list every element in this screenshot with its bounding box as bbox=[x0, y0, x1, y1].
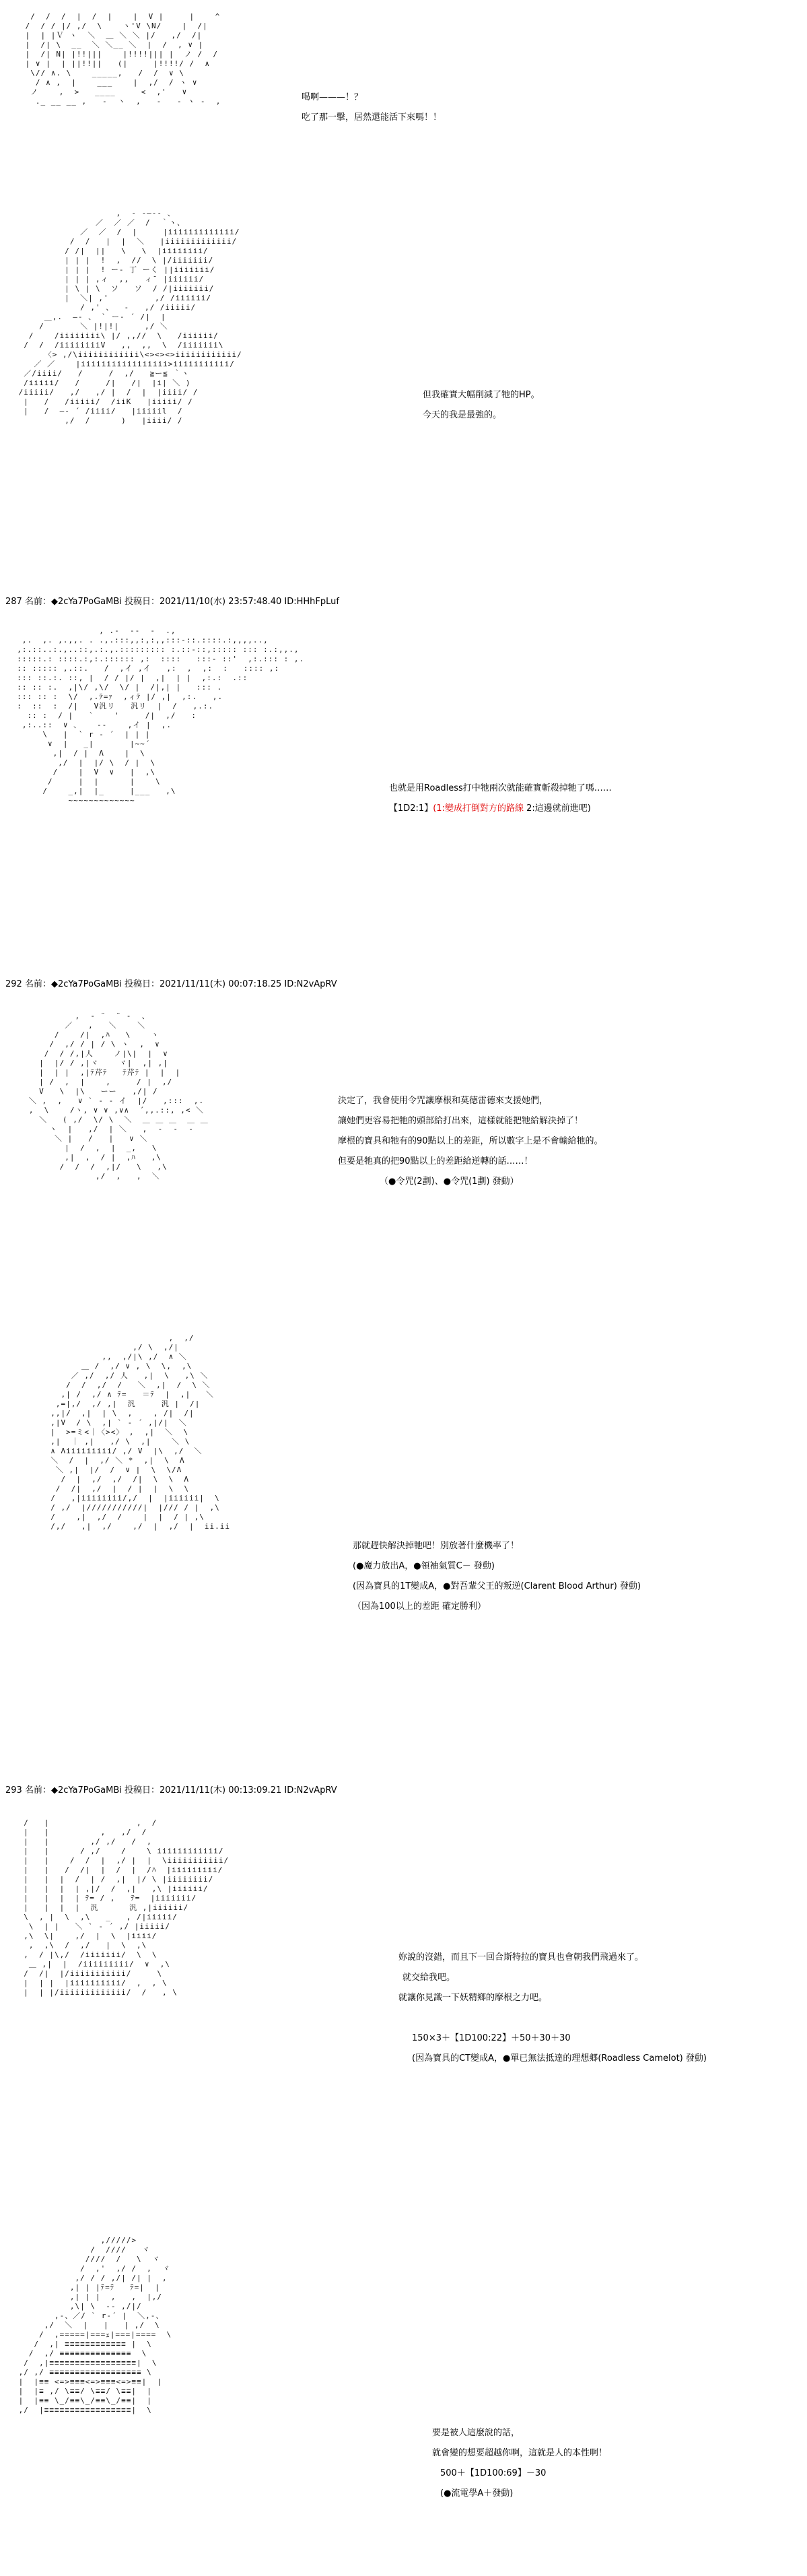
dialog-line: 但要是牠真的把90點以上的差距給逆轉的話……！ bbox=[338, 1156, 533, 1166]
dice-result-red: (1:變成打倒對方的路線 bbox=[433, 803, 524, 814]
post-header: 287 名前：◆2cYa7PoGaMBi 投稿日：2021/11/10(水) 23:57:48.40 ID:HHhFpLuf bbox=[5, 597, 339, 607]
dialog-line: 吃了那一擊，居然還能活下來嗎！！ bbox=[302, 112, 442, 123]
dialog-line: 就會變的想要超越你啊，這就是人的本性啊！ bbox=[432, 2448, 608, 2458]
dialog-line: 要是被人這麼說的話， bbox=[432, 2428, 520, 2438]
dialog-line: 喝啊———！？ bbox=[302, 92, 363, 102]
spacer bbox=[398, 2008, 707, 2028]
panel-7 bbox=[0, 2222, 807, 2576]
post-header: 292 名前：◆2cYa7PoGaMBi 投稿日：2021/11/11(木) 00:07:18.25 ID:N2vApRV bbox=[5, 979, 337, 989]
dialog-5 bbox=[353, 1536, 641, 1617]
calc-line: 150×3＋【1D100:22】＋50＋30＋30 bbox=[412, 2033, 571, 2043]
dialog-7 bbox=[432, 2423, 607, 2504]
panel-2 bbox=[0, 195, 807, 607]
ascii-art-6: / | , / | | , ,/ / | | ,/ ,/ / , | | / ,/ / \ iiiiiiiiiiii/ | | / / | ,/ | | \iiiiiiiiiii/ | | / /| | / | /ﾊ |iiiiiiiii/ | | | / | / ,| |/ \ |iiiiiiii/ | | | | ,|/ / ,| ,\ |iiiiii/ | | | | ﾃ= / , ﾃ= |iiiiiii/ | | | | 汎 汎 ,|iiiiii/ \ , | \ ,\ _ , /|iiiii/ \ | | ＼ ` ‐ ´ ,/ |iiiii/ ,\ \| ,/ | \ |iiii/ , ,\ / ,/ | \ ,\ , / |\,/ /iiiiiii/ \ \ ＿ ,| | /iiiiiiiii/ ∨ ,\ / /| |/iiiiiiiiiii/ \ | | | |iiiiiiiiii/ , , \ | | |/iiiiiiiiiiiii/ / , \ bbox=[24, 1818, 230, 1997]
effect-line: (因為寶具的CT變成A，●單已無法抵達的理想郷(Roadless Camelot) 發動) bbox=[412, 2053, 707, 2063]
panel-4 bbox=[0, 997, 807, 1320]
dialog-3 bbox=[389, 779, 612, 819]
dialog-6 bbox=[398, 1948, 707, 2069]
dialog-line: 那就趕快解決掉牠吧！別放著什麼機率了！ bbox=[353, 1541, 520, 1551]
dice-rest: 2:這邊就前進吧) bbox=[523, 803, 591, 814]
dialog-line: 也就是用Roadless打中牠兩次就能確實斬殺掉牠了嗎…… bbox=[389, 783, 612, 793]
ascii-art-3: , .- ‐- - ., ,. ,. ,.,,. . .,.:::,,:,:,,:::-::.::::.:,,,,.., ,:.::..:.,..::,.:.,.::::::::: :.::-::,::::: ::: :.:,,., :::::.: ::::.:,:.:::::: ,: :::: :::- ::' ,:.::: : ,. :: ::::: ,.::. / ,イ ,イ ,: , ,: : :::: ,: ::: ::.:. ::, | / / |/ | ,| | | ,:.: .:: :: :: :. ,|\/ ,\/ \/ | /|,| | ::: . ::: :: : \/ ,.ﾃ=ｧ ,ィﾃ |/ ,| ,:. ,. : :: : /| V汎リ 汎リ | / ,.:. :: : / | ` ' /| ,/ : ,:..:: ∨ 、 ‐‐ ,イ | ,. \ | ` r ‐ ´ | | | ∨ | _| |~~´ ,| / | Λ | \ ,/ | |/ \ / | \ / | V ∨ | ,\ / | | | \ / _,| |_ |___ ,\ ~~~~~~~~~~~~~ bbox=[17, 626, 305, 805]
calc-line: 500＋【1D100:69】－30 bbox=[440, 2468, 547, 2478]
dice-roll bbox=[389, 799, 612, 819]
ascii-art-5: , ,/ ,/ \ ,/| ,, ,/|\ ,/ ∧ ＼ ＿ / ,/ ∨ , \ \, ,\ ／ ,/ ,/ 人 ,| \ ,\ ＼ / / ,/ / ＼ ,| / \ ＼ ,| / ,/ ∧ ﾃ= ＝ﾃ | ,| ＼ ,=|,/ ,/ ,| 汎 汎 | /| ,,|/ ,| | \ , , /| /| ,|V / \ ,| ` ‐ ´ ,|/| ＼ | >=ミ<｜〈><〉 , ,| ＼ \ ,| ｜ ,| ,/ \ ,| ＼ \ ∧ Λiiiiiiiii/ ,/ V |\ ,/ ＼ ＼ / | ,/ ＼ * ,| \ Λ ＼ ,| |/ / ∨ | \ \/Λ / | ,/ ,/ /| \ \ Λ / /| ,/ | / | | \ \ / ,|iiiiiiii/,/ | |iiiiii| \ / ,/ |///////////| |/// / | ,\ / ,| ,/ / | | / | ,\ /,/ ,| ,/ ,/ | ,/ | ii.ii bbox=[50, 1333, 231, 1531]
command-line: (●流電學A＋發動) bbox=[440, 2488, 514, 2499]
dialog-line: 就讓你見識一下妖精鄉的摩根之力吧。 bbox=[398, 1993, 548, 2003]
dialog-line: 讓她們更容易把牠的頭部給打出來，這樣就能把牠給解決掉了！ bbox=[338, 1116, 584, 1126]
panel-3 bbox=[0, 613, 807, 990]
ascii-art-4: , ‐ ¨ ¨ ‐ 、 ／ , ＼ ＼ / /| ,ﾊ \ ヽ / ,/ / | / \ ヽ , ∨ / / /,|人 ノ|\| | ∨ | |/ / ,|ヾ ヾ| ,| ,| | | | ,|ﾃ芹ﾃ ﾃ芹ﾃ | | | | / , | , / | ,/ V \ |\ ーー ,/| / ＼ , , ∨ ` ‐ ‐ イ |/ ,::: ,. , \ /ヽ, ∨ ∨ ,∨∧ ´,,.::, ,< ＼ ＼ ( ,/ \/ \ ＼ ＿ ＿ ＿ ＿ ＿ ヽ | ,/ | ＼ , - - - ＼ | / | ∨ ＼ | / , | _, \ ,| , / | ,ﾊ ,\ / / / ,|/ \ ,\ ,/ , , ＼ bbox=[28, 1012, 209, 1181]
dialog-2 bbox=[423, 385, 540, 426]
ascii-art-2: , - ‐―‐- 、 ／ ／ ／ / ｀ヽ、 ／ ／ / | |iiiiiiiiiiiii/ / / | | ＼ |iiiiiiiiiiiii/ / /| || \ \ |iiiiiiii/ | | | ! , // \ |/iiiiiii/ | | | ! ー‐ 丁 ーく ||iiiiiii/ | | | ,ィ ,, ィ¨ |iiiiii/ | \ | \ ソ ソ / /|iiiiiii/ | ＼| ,' ,/ /iiiiii/ / ,' 、 ‐ ,/ /iiiii/ ＿,. ―- 、 ` ー‐ ´ /| | / ＼ |!|!| ,/ ＼ / /iiiiiiii\ |/ ,,// \ /iiiiii/ / / /iiiiiiiiV ,, ,, \ /iiiiiii\ 〈> ,/\iiiiiiiiiiii\<><><>iiiiiiiiiiii/ ／ ／ |iiiiiiiiiiiiiiiii>iiiiiiiiiii/ ／/iiii/ / / ,/ ≧ー≦ ｀ヽ /iiiii/ / /| /| |i| ＼ ) /iiiii/ ,/ ,/ | / | |iiii/ / | / /iiiii/ /iiK |iiiii/ / | / ―‐ ´ /iiii/ |iiiiil / ,/ / ) |iiii/ / bbox=[18, 209, 242, 425]
dialog-4 bbox=[338, 1091, 603, 1192]
dialog-1 bbox=[302, 88, 442, 128]
dialog-line: 今天的我是最強的。 bbox=[423, 410, 502, 420]
dialog-line: 摩根的寶具和牠有的90點以上的差距，所以數字上是不會輸給牠的。 bbox=[338, 1136, 603, 1146]
dialog-line: 就交給我吧。 bbox=[402, 1973, 456, 1983]
panel-5 bbox=[0, 1323, 807, 1802]
dialog-line: 但我確實大幅削減了牠的HP。 bbox=[423, 390, 540, 400]
dialog-line: (●魔力放出A，●領袖氣質C－ 發動) bbox=[353, 1561, 495, 1571]
dialog-line: （因為100以上的差距 確定勝利） bbox=[353, 1601, 486, 1612]
dialog-line: (因為寶具的1T變成A，●對吾輩父王的叛逆(Clarent Blood Arthur) 發動) bbox=[353, 1581, 641, 1591]
dice-tag: 【1D2:1】 bbox=[389, 803, 433, 814]
dialog-line: 決定了，我會使用令咒讓摩根和莫德雷德來支援她們， bbox=[338, 1096, 549, 1106]
dialog-line: 妳說的沒錯，而且下一回合斯特拉的寶具也會朝我們飛過來了。 bbox=[398, 1952, 644, 1962]
panel-1 bbox=[0, 0, 807, 175]
ascii-art-7: ,/////> / //// ヾ //// / \ ヾ / ,' ,/ / , ヾ ,/ / / ,/| /| | , ,| | |ﾃ=ﾃ ﾃ=| | ,| | | , , |,/ ,\| \ ‐‐ ,/|/ ,-、／/ ` r‐´ | ＼,-、 ,/ ＼ | | | ,/ \ / ,=====|===ｪ|===|==== \ / ,| ≡≡≡≡≡≡≡≡≡≡≡≡ | \ / ,/ ≡≡≡≡≡≡≡≡≡≡≡≡≡≡ \ / ,|≡≡≡≡≡≡≡≡≡≡≡≡≡≡≡≡≡| \ ,/ ,/ ≡≡≡≡≡≡≡≡≡≡≡≡≡≡≡≡≡≡ \ | |≡≡ <=>≡≡≡<=>≡≡≡<=>≡≡| | | |≡ ,/ \≡≡/ \≡≡/ \≡≡| | | |≡≡ \_/≡≡\_/≡≡\_/≡≡| | ,/ |≡≡≡≡≡≡≡≡≡≡≡≡≡≡≡≡≡| \ bbox=[18, 2236, 172, 2414]
ascii-art-1: / / / | / | | V | | ^ / / / |/ ,/ \ ヽ'V \N/ | /| | | |Ｖ ヽ ＼ ＿ ＼ ＼ |/ ,/ /| | /| \ __ ＼ ＼__ ＼ | / , ∨ | | /| N| |!!||| |!!!!||| | ノ / / | ∨ | | ||!!|| (| |!!!!/ / ∧ \// ∧. \ _____, / / ∨ \ / ∧ , | ___ | ,/ / ヽ ∨ ノ , > ____ < ,' ∨ ._ __ __ , - ヽ , - - ヽ - , bbox=[25, 12, 221, 106]
panel-6 bbox=[0, 1798, 807, 2202]
post-header: 293 名前：◆2cYa7PoGaMBi 投稿日：2021/11/11(木) 00:13:09.21 ID:N2vApRV bbox=[5, 1785, 337, 1795]
command-line: （●令咒(2劃)、●令咒(1劃) 發動） bbox=[380, 1177, 519, 1187]
